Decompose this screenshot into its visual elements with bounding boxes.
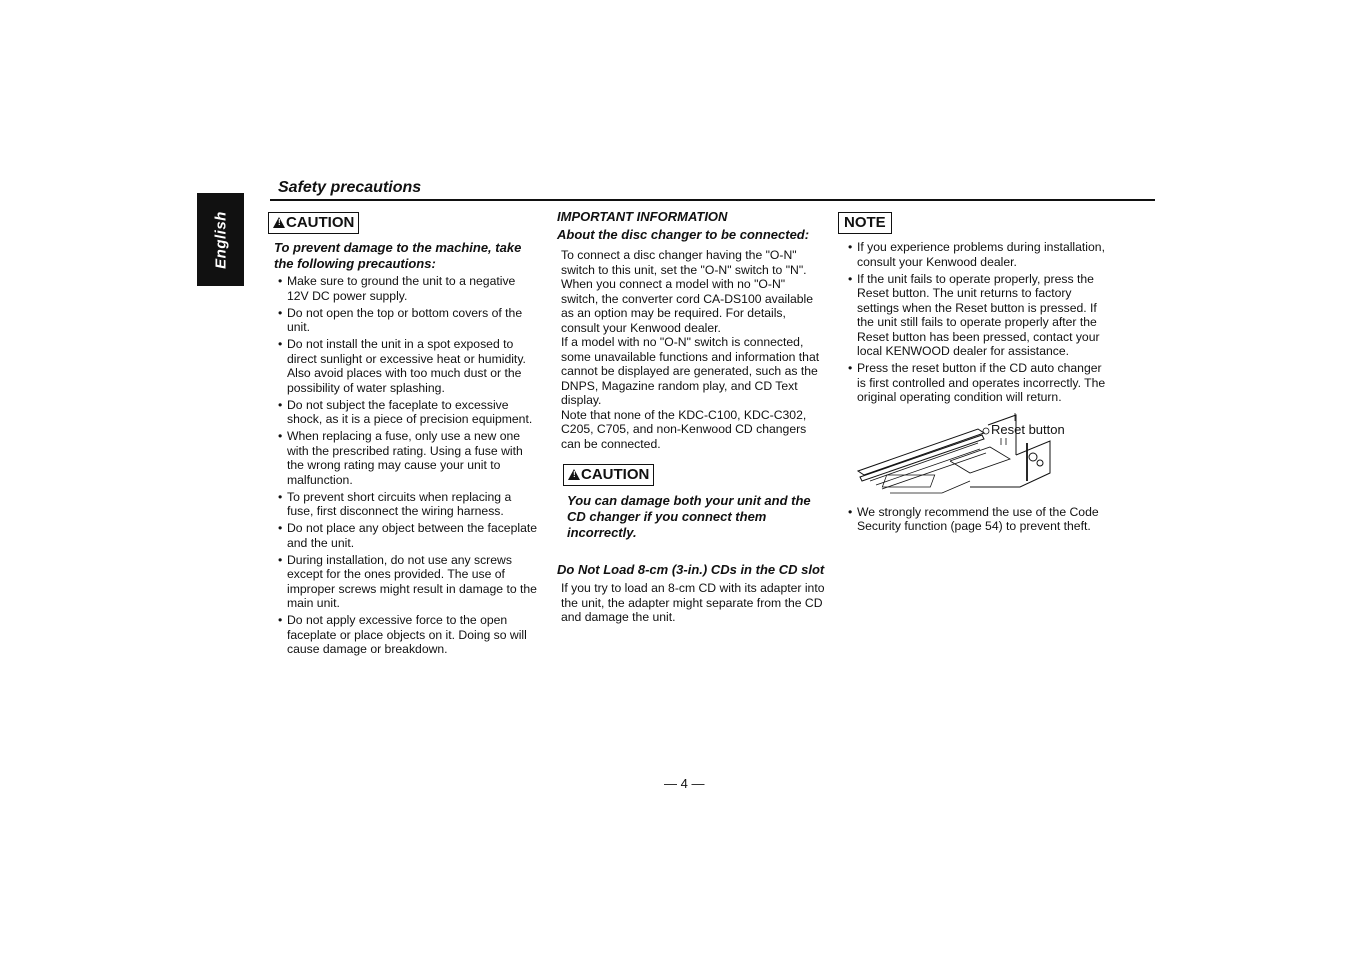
paragraph: If you try to load an 8-cm CD with its adapter into the unit, the adapter might separate from the CD and damage the unit. (561, 581, 825, 624)
page-title: Safety precautions (278, 179, 422, 196)
language-tab (197, 193, 244, 286)
language-tab-label: English (212, 210, 229, 269)
caution-box (563, 464, 654, 486)
note-list-security (838, 505, 1110, 534)
caution-label: CAUTION (286, 214, 355, 231)
column-note (838, 208, 1110, 536)
list-item: • Do not install the unit in a spot exposed to direct sunlight or excessive heat or humidity. Also avoid places with too much dust or the possibility of water splashing. (268, 337, 540, 395)
list-item: • To prevent short circuits when replacing a fuse, first disconnect the wiring harness. (268, 490, 540, 519)
note-box (838, 212, 892, 234)
column-important-information (557, 208, 825, 625)
list-item: • If you experience problems during installation, consult your Kenwood dealer. (838, 240, 1110, 269)
important-info-title: IMPORTANT INFORMATION (557, 209, 728, 224)
list-item: • When replacing a fuse, only use a new one with the prescribed rating. Using a fuse with the wrong rating may cause your unit to malfunction. (268, 429, 540, 487)
warning-triangle-icon: ! (568, 469, 580, 480)
caution-label: CAUTION (581, 466, 650, 483)
list-item: • Do not apply excessive force to the open faceplate or place objects on it. Doing so will cause damage or breakdown. (268, 613, 540, 657)
no-8cm-cd-heading: Do Not Load 8-cm (3-in.) CDs in the CD slot (557, 562, 825, 577)
note-list (838, 240, 1110, 405)
list-item: • Do not subject the faceplate to excessive shock, as it is a piece of precision equipment. (268, 398, 540, 427)
caution-box (268, 212, 359, 234)
note-label: NOTE (844, 214, 886, 231)
title-divider (270, 199, 1155, 201)
caution-text: You can damage both your unit and the CD changer if you connect them incorrectly. (567, 493, 811, 540)
caution-heading: To prevent damage to the machine, take the following precautions: (274, 240, 522, 271)
warning-triangle-icon: ! (273, 217, 285, 228)
list-item: • During installation, do not use any screws except for the ones provided. The use of improper screws might result in damage to the main unit. (268, 553, 540, 611)
list-item: • Do not place any object between the faceplate and the unit. (268, 521, 540, 550)
list-item: • Press the reset button if the CD auto changer is first controlled and operates incorrectly. The original operating condition will return. (838, 361, 1110, 405)
paragraph: When you connect a model with no "O-N" switch, the converter cord CA-DS100 available as an option may be required. For details, consult your Kenwood dealer. (561, 277, 813, 335)
list-item: • We strongly recommend the use of the Code Security function (page 54) to prevent theft. (838, 505, 1110, 534)
column-caution-precautions (268, 208, 540, 659)
reset-button-diagram (850, 411, 1100, 503)
paragraph: Note that none of the KDC-C100, KDC-C302, C205, C705, and non-Kenwood CD changers can be connected. (561, 407, 807, 451)
paragraph: If a model with no "O-N" switch is connected, some unavailable functions and information that cannot be displayed are generated, such as the DNPS, Magazine random play, and CD Text display. (561, 335, 820, 407)
list-item: • If the unit fails to operate properly, press the Reset button. The unit returns to factory settings when the Reset button is pressed. If the unit still fails to operate properly after the Reset button has been pressed, contact your local KENWOOD dealer for assistance. (838, 272, 1110, 359)
list-item: • Make sure to ground the unit to a negative 12V DC power supply. (268, 274, 540, 303)
disc-changer-heading: About the disc changer to be connected: (557, 227, 810, 242)
list-item: • Do not open the top or bottom covers of the unit. (268, 306, 540, 335)
precaution-list (268, 274, 540, 657)
page-number: — 4 — (664, 776, 705, 791)
reset-button-label: Reset button (991, 421, 1065, 437)
paragraph: To connect a disc changer having the "O-N" switch to this unit, set the "O-N" switch to "N". (561, 248, 807, 277)
